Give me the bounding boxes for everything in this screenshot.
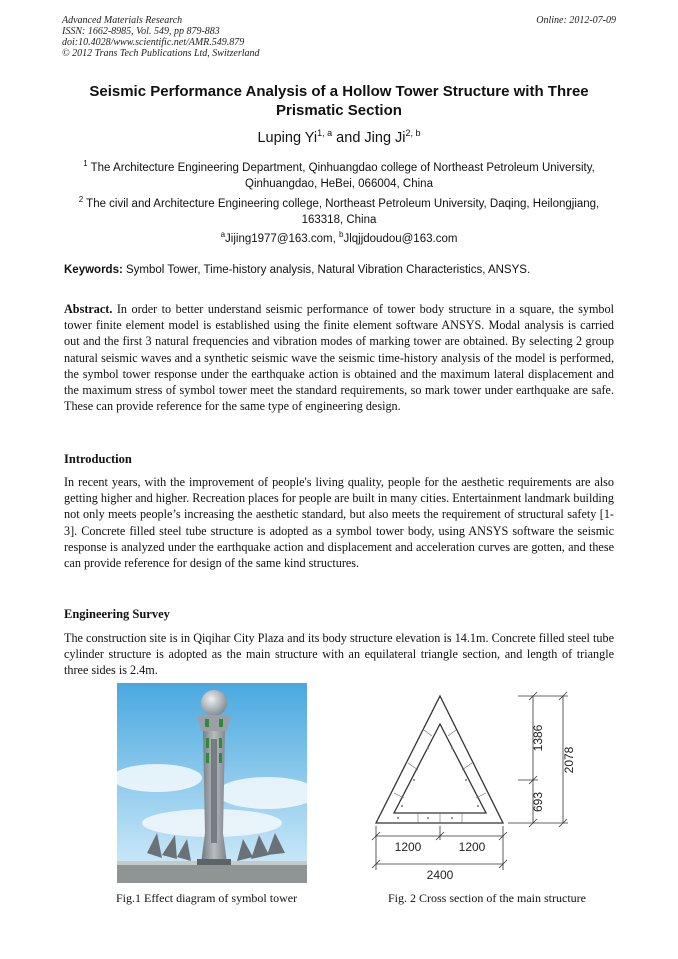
doi: doi:10.4028/www.scientific.net/AMR.549.879 (62, 37, 245, 48)
dim-left-label: 1200 (394, 840, 422, 854)
horizontal-dimensions (372, 826, 507, 870)
cross-section-diagram (368, 688, 586, 884)
keywords (64, 264, 530, 276)
introduction-text: In recent years, with the improvement of people's living quality, people for the aesthetic requirements are also getting higher and higher. Recreation places for people are built in many cities. Entertainment landmark building not only meets people’s increasing the aesthetic standard, but also meets the requirement of structural safety [1-3]. Concrete filled steel tube structure is adopted as a symbol tower body, using ANSYS software the seismic response is analyzed under the earthquake action and displacement and acceleration curves are gotten, and these can provide reference for design of the same kind structures. (64, 475, 614, 571)
copyright: © 2012 Trans Tech Publications Ltd, Switzerland (62, 48, 260, 59)
figure-2-caption: Fig. 2 Cross section of the main structure (388, 891, 586, 905)
survey-heading: Engineering Survey (64, 607, 170, 621)
affiliation-2 (75, 192, 603, 228)
email-a-sup: a (220, 230, 226, 239)
dim-bottom-label: 693 (531, 791, 545, 813)
infill-marks (394, 730, 486, 823)
introduction-heading: Introduction (64, 452, 132, 466)
tower-crown (197, 715, 231, 731)
abstract (64, 301, 614, 414)
dim-right-label: 1200 (458, 840, 486, 854)
affiliation-2-sup: 2 (78, 195, 84, 204)
dim-total-label: 2078 (562, 746, 576, 774)
author-1: Luping Yi (257, 129, 318, 146)
email-a[interactable]: Jijing1977@163.com, (225, 232, 339, 245)
figure-1-caption: Fig.1 Effect diagram of symbol tower (116, 891, 298, 905)
abstract-text: In order to better understand seismic performance of tower body structure in a square, the symbol tower finite element model is established using the finite element software ANSYS. Modal analysis is carried out and the first 3 natural frequencies and vibration modes of marking tower are obtained. By selecting 2 group natural seismic waves and a synthetic seismic wave the seismic time-history analysis of the model is performed, the symbol tower response under the earthquake action is obtained and the maximum lateral displacement and the maximum stress of symbol tower meet the standard requirements, so mark tower under earthquake are safe. These can provide reference for the same type of engineering design. (64, 302, 614, 414)
emails (60, 230, 618, 245)
authors (60, 128, 618, 146)
outer-triangle (376, 696, 503, 823)
online-date: Online: 2012-07-09 (536, 15, 616, 26)
affiliation-1 (75, 156, 603, 192)
issn: ISSN: 1662-8985, Vol. 549, pp 879-883 (62, 26, 220, 37)
inner-triangle (394, 724, 486, 813)
email-b[interactable]: Jlqjjdoudou@163.com (343, 232, 458, 245)
keywords-text: Symbol Tower, Time-history analysis, Natural Vibration Characteristics, ANSYS. (122, 264, 531, 276)
author-and: and (332, 129, 365, 146)
dim-width-label: 2400 (426, 868, 454, 882)
author-2: Jing Ji (364, 129, 406, 146)
tower-sphere (201, 690, 227, 716)
email-b-sup: b (339, 230, 344, 239)
journal-name: Advanced Materials Research (62, 15, 183, 26)
journal-header (62, 15, 260, 59)
author-1-sup: 1, a (317, 128, 333, 138)
dim-top-label: 1386 (531, 724, 545, 752)
abstract-label: Abstract. (64, 302, 113, 316)
affiliation-2-text: The civil and Architecture Engineering college, Northeast Petroleum University, Daqing, Heilongjiang, 163318, China (86, 197, 600, 226)
author-2-sup: 2, b (405, 128, 421, 138)
keywords-label: Keywords: (64, 264, 123, 276)
tower-photo (117, 683, 307, 883)
paper-title: Seismic Performance Analysis of a Hollow Tower Structure with Three Prismatic Section (89, 83, 589, 119)
survey-text: The construction site is in Qiqihar City Plaza and its body structure elevation is 14.1m. Concrete filled steel tube cylinder structure is adopted as the main structure with an equilateral triangle section, and length of triangle three sides is 2.4m. (64, 631, 614, 678)
affiliation-1-sup: 1 (83, 159, 88, 168)
affiliation-1-text: The Architecture Engineering Department, Qinhuangdao college of Northeast Petroleum University, Qinhuangdao, HeBei, 066004, China (90, 161, 595, 190)
